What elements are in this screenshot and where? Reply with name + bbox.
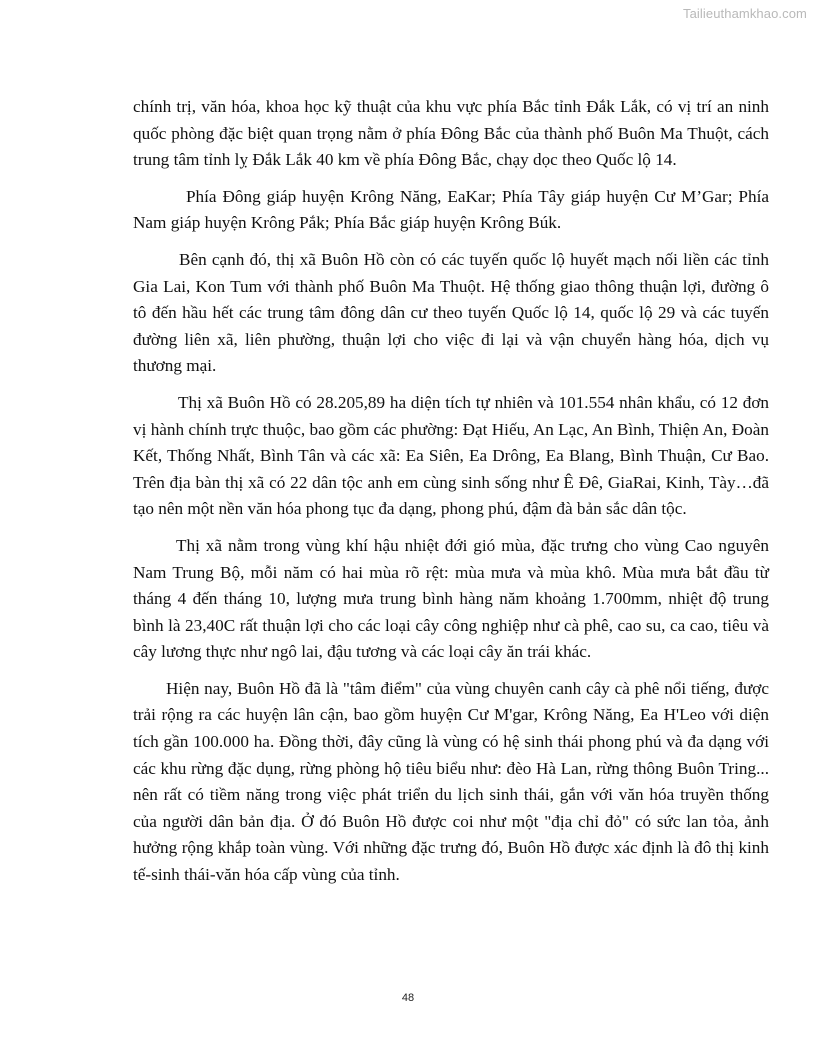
paragraph-climate: Thị xã nằm trong vùng khí hậu nhiệt đới gió mùa, đặc trưng cho vùng Cao nguyên Nam Trung Bộ, mỗi năm có hai mùa rõ rệt: mùa mưa và mùa khô. Mùa mưa bắt đầu từ tháng 4 đến tháng 10, lượng mưa trung bình hàng năm khoảng 1.700mm, nhiệt độ trung bình là 23,40C rất thuận lợi cho các loại cây công nghiệp như cà phê, cao su, ca cao, tiêu và cây lương thực như ngô lai, đậu tương và các loại cây ăn trái khác. bbox=[133, 535, 769, 662]
watermark: Tailieuthamkhao.com bbox=[682, 6, 807, 21]
paragraph-borders: Phía Đông giáp huyện Krông Năng, EaKar; Phía Tây giáp huyện Cư M’Gar; Phía Nam giáp huyện Krông Pắk; Phía Bắc giáp huyện Krông Búk. bbox=[133, 186, 769, 233]
paragraph-location: chính trị, văn hóa, khoa học kỹ thuật của khu vực phía Bắc tỉnh Đắk Lắk, có vị trí an ninh quốc phòng đặc biệt quan trọng nằm ở phía Đông Bắc của thành phố Buôn Ma Thuột, cách trung tâm tỉnh lỵ Đắk Lắk 40 km về phía Đông Bắc, chạy dọc theo Quốc lộ 14. bbox=[133, 97, 769, 170]
page-number: 48 bbox=[401, 992, 415, 1004]
paragraph-population: Thị xã Buôn Hồ có 28.205,89 ha diện tích tự nhiên và 101.554 nhân khẩu, có 12 đơn vị hành chính trực thuộc, bao gồm các phường: Đạt Hiếu, An Lạc, An Bình, Thiện An, Đoàn Kết, Thống Nhất, Bình Tân và các xã: Ea Siên, Ea Drông, Ea Blang, Bình Thuận, Cư Bao. Trên địa bàn thị xã có 22 dân tộc anh em cùng sinh sống như Ê Đê, GiaRai, Kinh, Tày…đã tạo nên một nền văn hóa phong tục đa dạng, phong phú, đậm đà bản sắc dân tộc. bbox=[133, 392, 769, 519]
paragraph-economy: Hiện nay, Buôn Hồ đã là "tâm điểm" của vùng chuyên canh cây cà phê nổi tiếng, được trải rộng ra các huyện lân cận, bao gồm huyện Cư M'gar, Krông Năng, Ea H'Leo với diện tích gần 100.000 ha. Đồng thời, đây cũng là vùng có hệ sinh thái phong phú và đa dạng với các khu rừng đặc dụng, rừng phòng hộ tiêu biểu như: đèo Hà Lan, rừng thông Buôn Tring... nên rất có tiềm năng trong việc phát triển du lịch sinh thái, gắn với văn hóa truyền thống của người dân bản địa. Ở đó Buôn Hồ được coi như một "địa chỉ đỏ" có sức lan tỏa, ảnh hưởng rộng khắp toàn vùng. Với những đặc trưng đó, Buôn Hồ được xác định là đô thị kinh tế-sinh thái-văn hóa cấp vùng của tỉnh. bbox=[133, 678, 769, 885]
document-body bbox=[133, 94, 769, 889]
paragraph-transport: Bên cạnh đó, thị xã Buôn Hồ còn có các tuyến quốc lộ huyết mạch nối liền các tỉnh Gia Lai, Kon Tum với thành phố Buôn Ma Thuột. Hệ thống giao thông thuận lợi, đường ô tô đến hầu hết các trung tâm đông dân cư theo tuyến Quốc lộ 14, quốc lộ 29 và các tuyến đường liên xã, liên phường, thuận lợi cho việc đi lại và vận chuyển hàng hóa, dịch vụ thương mại. bbox=[133, 249, 769, 376]
